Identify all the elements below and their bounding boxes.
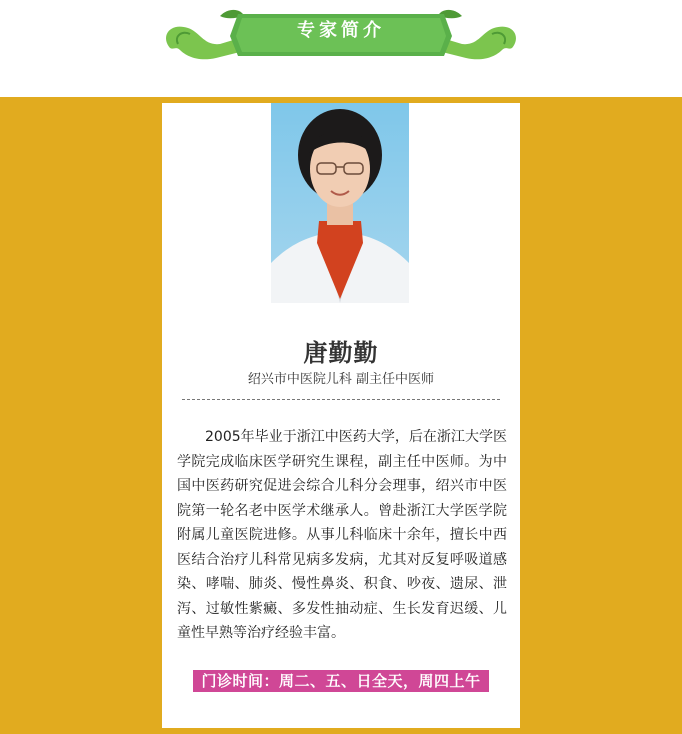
header <box>0 0 682 96</box>
doctor-photo <box>271 103 409 303</box>
clinic-hours-badge: 门诊时间：周二、五、日全天，周四上午 <box>193 670 489 692</box>
title-ribbon <box>160 6 522 66</box>
doctor-card <box>162 103 520 728</box>
doctor-bio: 2005年毕业于浙江中医药大学，后在浙江大学医学院完成临床医学研究生课程，副主任中医师。为中国中医药研究促进会综合儿科分会理事，绍兴市中医院第一轮名老中医学术继承人。曾赴浙江大学医学院附属儿童医院进修。从事儿科临床十余年，擅长中西医结合治疗儿科常见病多发病，尤其对反复呼吸道感染、哮喘、肺炎、慢性鼻炎、积食、吵夜、遗尿、泄泻、过敏性紫癜、多发性抽动症、生长发育迟缓、儿童性早熟等治疗经验丰富。 <box>177 429 507 641</box>
section-title: 专家简介 <box>297 20 385 41</box>
doctor-portrait-icon <box>271 103 409 303</box>
dashed-divider <box>182 399 500 400</box>
doctor-position: 绍兴市中医院儿科 副主任中医师 <box>247 372 435 387</box>
doctor-name: 唐勤勤 <box>303 339 379 367</box>
